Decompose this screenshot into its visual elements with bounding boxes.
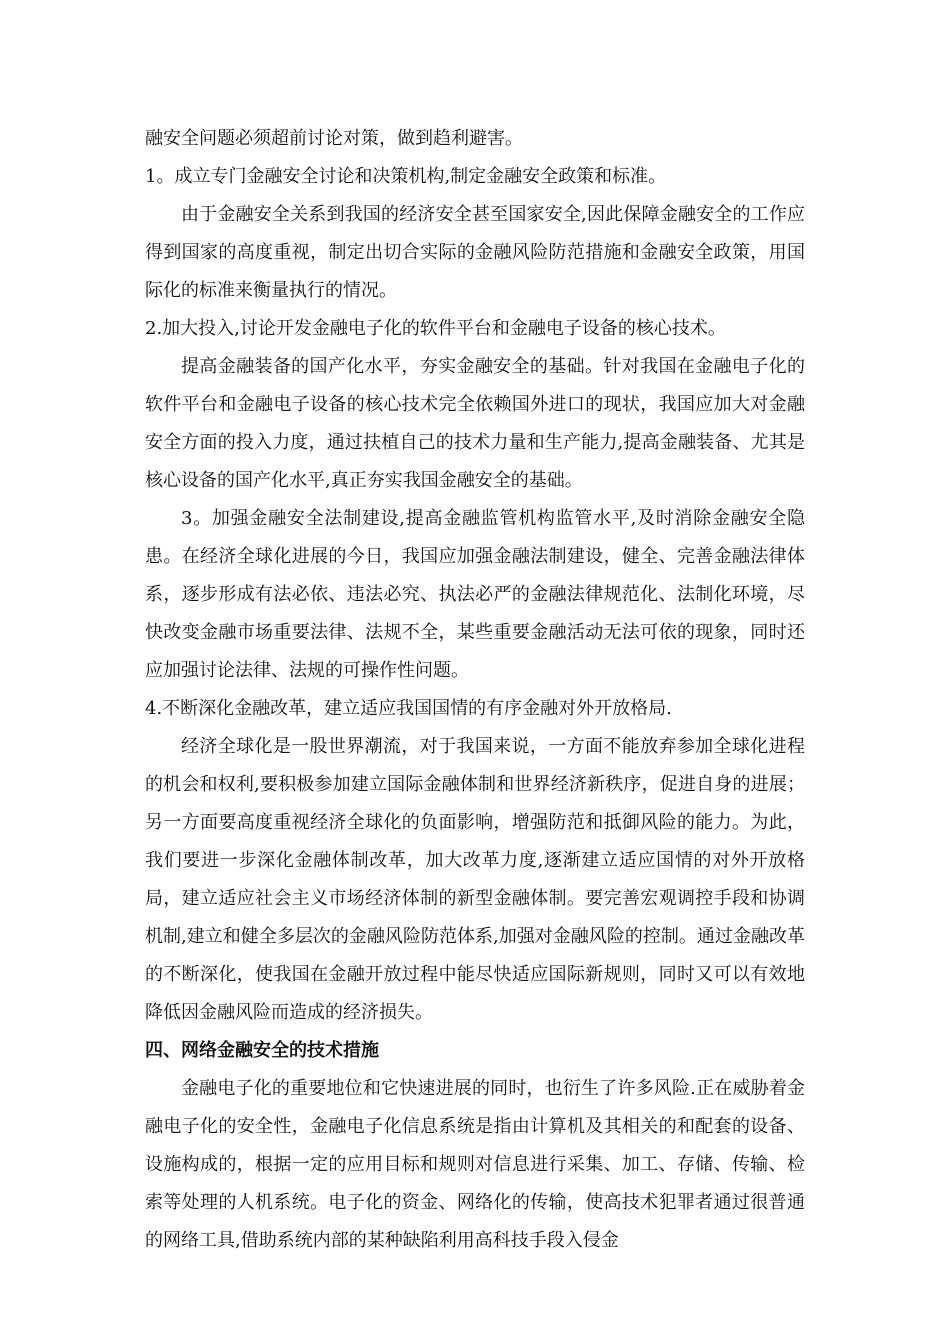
section-heading: 四、网络金融安全的技术措施 <box>145 1040 379 1061</box>
list-item-4: 4.不断深化金融改革，建立适应我国国情的有序金融对外开放格局. <box>145 698 672 719</box>
list-item-1: 1。成立专门金融安全讨论和决策机构,制定金融安全政策和标准。 <box>145 166 667 187</box>
list-item-2: 2.加大投入,讨论开发金融电子化的软件平台和金融电子设备的核心技术。 <box>145 318 726 339</box>
paragraph-2: 提高金融装备的国产化水平，夯实金融安全的基础。针对我国在金融电子化的软件平台和金融电子设备的核心技术完全依赖国外进口的现状，我国应加大对金融安全方面的投入力度，通过扶植自己的技术力量和生产能力,提高金融装备、尤其是核心设备的国产化水平,真正夯实我国金融安全的基础。 <box>145 356 805 491</box>
paragraph-continuation: 融安全问题必须超前讨论对策，做到趋利避害。 <box>145 128 523 149</box>
list-item-3: 3。加强金融安全法制建设,提高金融监管机构监管水平,及时消除金融安全隐患。在经济全球化进展的今日，我国应加强金融法制建设，健全、完善金融法律体系，逐步形成有法必依、违法必究、执法必严的金融法律规范化、法制化环境，尽快改变金融市场重要法律、法规不全，某些重要金融活动无法可依的现象，同时还应加强讨论法律、法规的可操作性问题。 <box>145 508 805 681</box>
paragraph-5: 金融电子化的重要地位和它快速进展的同时，也衍生了许多风险.正在威胁着金融电子化的安全性，金融电子化信息系统是指由计算机及其相关的和配套的设备、设施构成的，根据一定的应用目标和规则对信息进行采集、加工、存储、传输、检索等处理的人机系统。电子化的资金、网络化的传输，使高技术犯罪者通过很普通的网络工具,借助系统内部的某种缺陷利用高科技手段入侵金 <box>145 1078 805 1251</box>
document-page <box>145 120 805 1260</box>
paragraph-1: 由于金融安全关系到我国的经济安全甚至国家安全,因此保障金融安全的工作应得到国家的高度重视，制定出切合实际的金融风险防范措施和金融安全政策，用国际化的标准来衡量执行的情况。 <box>145 204 805 301</box>
paragraph-4: 经济全球化是一股世界潮流，对于我国来说，一方面不能放弃参加全球化进程的机会和权利,要积极参加建立国际金融体制和世界经济新秩序，促进自身的进展；另一方面要高度重视经济全球化的负面影响，增强防范和抵御风险的能力。为此，我们要进一步深化金融体制改革，加大改革力度,逐渐建立适应国情的对外开放格局，建立适应社会主义市场经济体制的新型金融体制。要完善宏观调控手段和协调机制,建立和健全多层次的金融风险防范体系,加强对金融风险的控制。通过金融改革的不断深化，使我国在金融开放过程中能尽快适应国际新规则，同时又可以有效地降低因金融风险而造成的经济损失。 <box>145 736 805 1023</box>
